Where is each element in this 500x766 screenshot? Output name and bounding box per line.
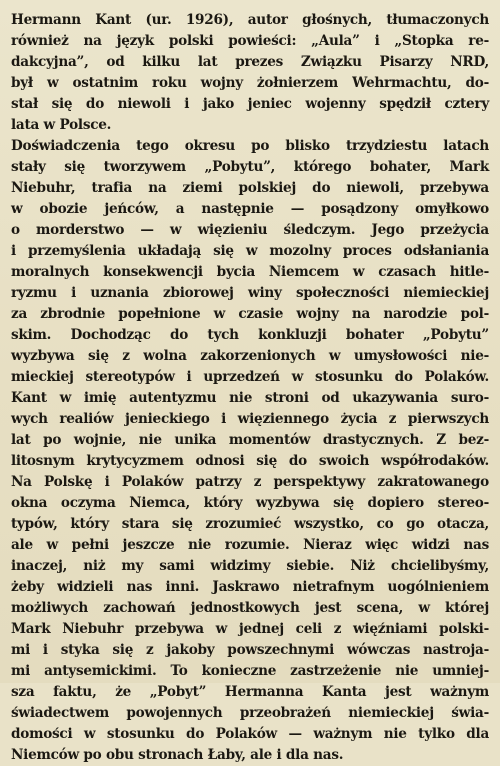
text-line: żeby widzieli nas inni. Jaskrawo nietrafnym uogólnieniem (11, 579, 489, 595)
text-line: typów, który stara się zrozumieć wszystko, co go otacza, (11, 516, 489, 532)
text-line: Hermann Kant (ur. 1926), autor głośnych, tłumaczonych (11, 12, 489, 28)
text-line: stały się tworzywem „Pobytu”, którego bohater, Mark (11, 159, 489, 175)
paragraph-main (11, 136, 489, 766)
paragraph-intro (11, 10, 489, 136)
text-line: był w ostatnim roku wojny żołnierzem Wehrmachtu, do- (11, 75, 489, 91)
text-line: Kant w imię autentyzmu nie stroni od ukazywania suro- (11, 390, 489, 406)
text-line: świadectwem powojennych przeobrażeń niemieckiej świa- (11, 705, 489, 721)
text-line: litosnym krytycyzmem odnosi się do swoich współrodaków. (11, 453, 489, 469)
text-line: Mark Niebuhr przebywa w jednej celi z więźniami polski- (11, 621, 489, 637)
text-line: skim. Dochodząc do tych konkluzji bohater „Pobytu” (11, 327, 489, 343)
text-line: Niemców po obu stronach Łaby, ale i dla nas. (11, 747, 344, 763)
text-line: Doświadczenia tego okresu po blisko trzydziestu latach (11, 138, 489, 154)
text-line: możliwych zachowań jednostkowych jest scena, w której (11, 600, 489, 616)
text-line: Niebuhr, trafia na ziemi polskiej do niewoli, przebywa (11, 180, 489, 196)
text-line: wyzbywa się z wolna zakorzenionych w umysłowości nie- (11, 348, 489, 364)
text-line: o morderstwo — w więzieniu śledczym. Jego przeżycia (11, 222, 489, 238)
text-line: i przemyślenia układają się w mozolny proces odsłaniania (11, 243, 489, 259)
text-line: moralnych konsekwencji bycia Niemcem w czasach hitle- (11, 264, 489, 280)
text-line: lata w Polsce. (11, 117, 112, 133)
text-line: Na Polskę i Polaków patrzy z perspektywy zakratowanego (11, 474, 489, 490)
text-line: okna oczyma Niemca, który wyzbywa się dopiero stereo- (11, 495, 489, 511)
text-line: inaczej, niż my sami widzimy siebie. Niż chcielibyśmy, (11, 558, 489, 574)
text-line: wych realiów jenieckiego i więziennego życia z pierwszych (11, 411, 489, 427)
text-line: lat po wojnie, nie unika momentów drastycznych. Z bez- (11, 432, 489, 448)
text-line: mieckiej stereotypów i uprzedzeń w stosunku do Polaków. (11, 369, 489, 385)
text-line: sza faktu, że „Pobyt” Hermanna Kanta jest ważnym (11, 684, 489, 700)
text-line: ale w pełni jeszcze nie rozumie. Nieraz więc widzi nas (11, 537, 489, 553)
text-line: w obozie jeńców, a następnie — posądzony omyłkowo (11, 201, 489, 217)
text-line: mi antysemickimi. To konieczne zastrzeżenie nie umniej- (11, 663, 489, 679)
text-line: mi i styka się z jakoby powszechnymi wówczas nastroja- (11, 642, 489, 658)
text-line: stał się do niewoli i jako jeniec wojenny spędził cztery (11, 96, 489, 112)
text-line: domości w stosunku do Polaków — ważnym nie tylko dla (11, 726, 489, 742)
text-line: dakcyjna”, od kilku lat prezes Związku Pisarzy NRD, (11, 54, 489, 70)
text-line: za zbrodnie popełnione w czasie wojny na narodzie pol- (11, 306, 489, 322)
text-line: ryzmu i uznania zbiorowej winy społeczności niemieckiej (11, 285, 489, 301)
text-line: również na język polski powieści: „Aula” i „Stopka re- (11, 33, 489, 49)
